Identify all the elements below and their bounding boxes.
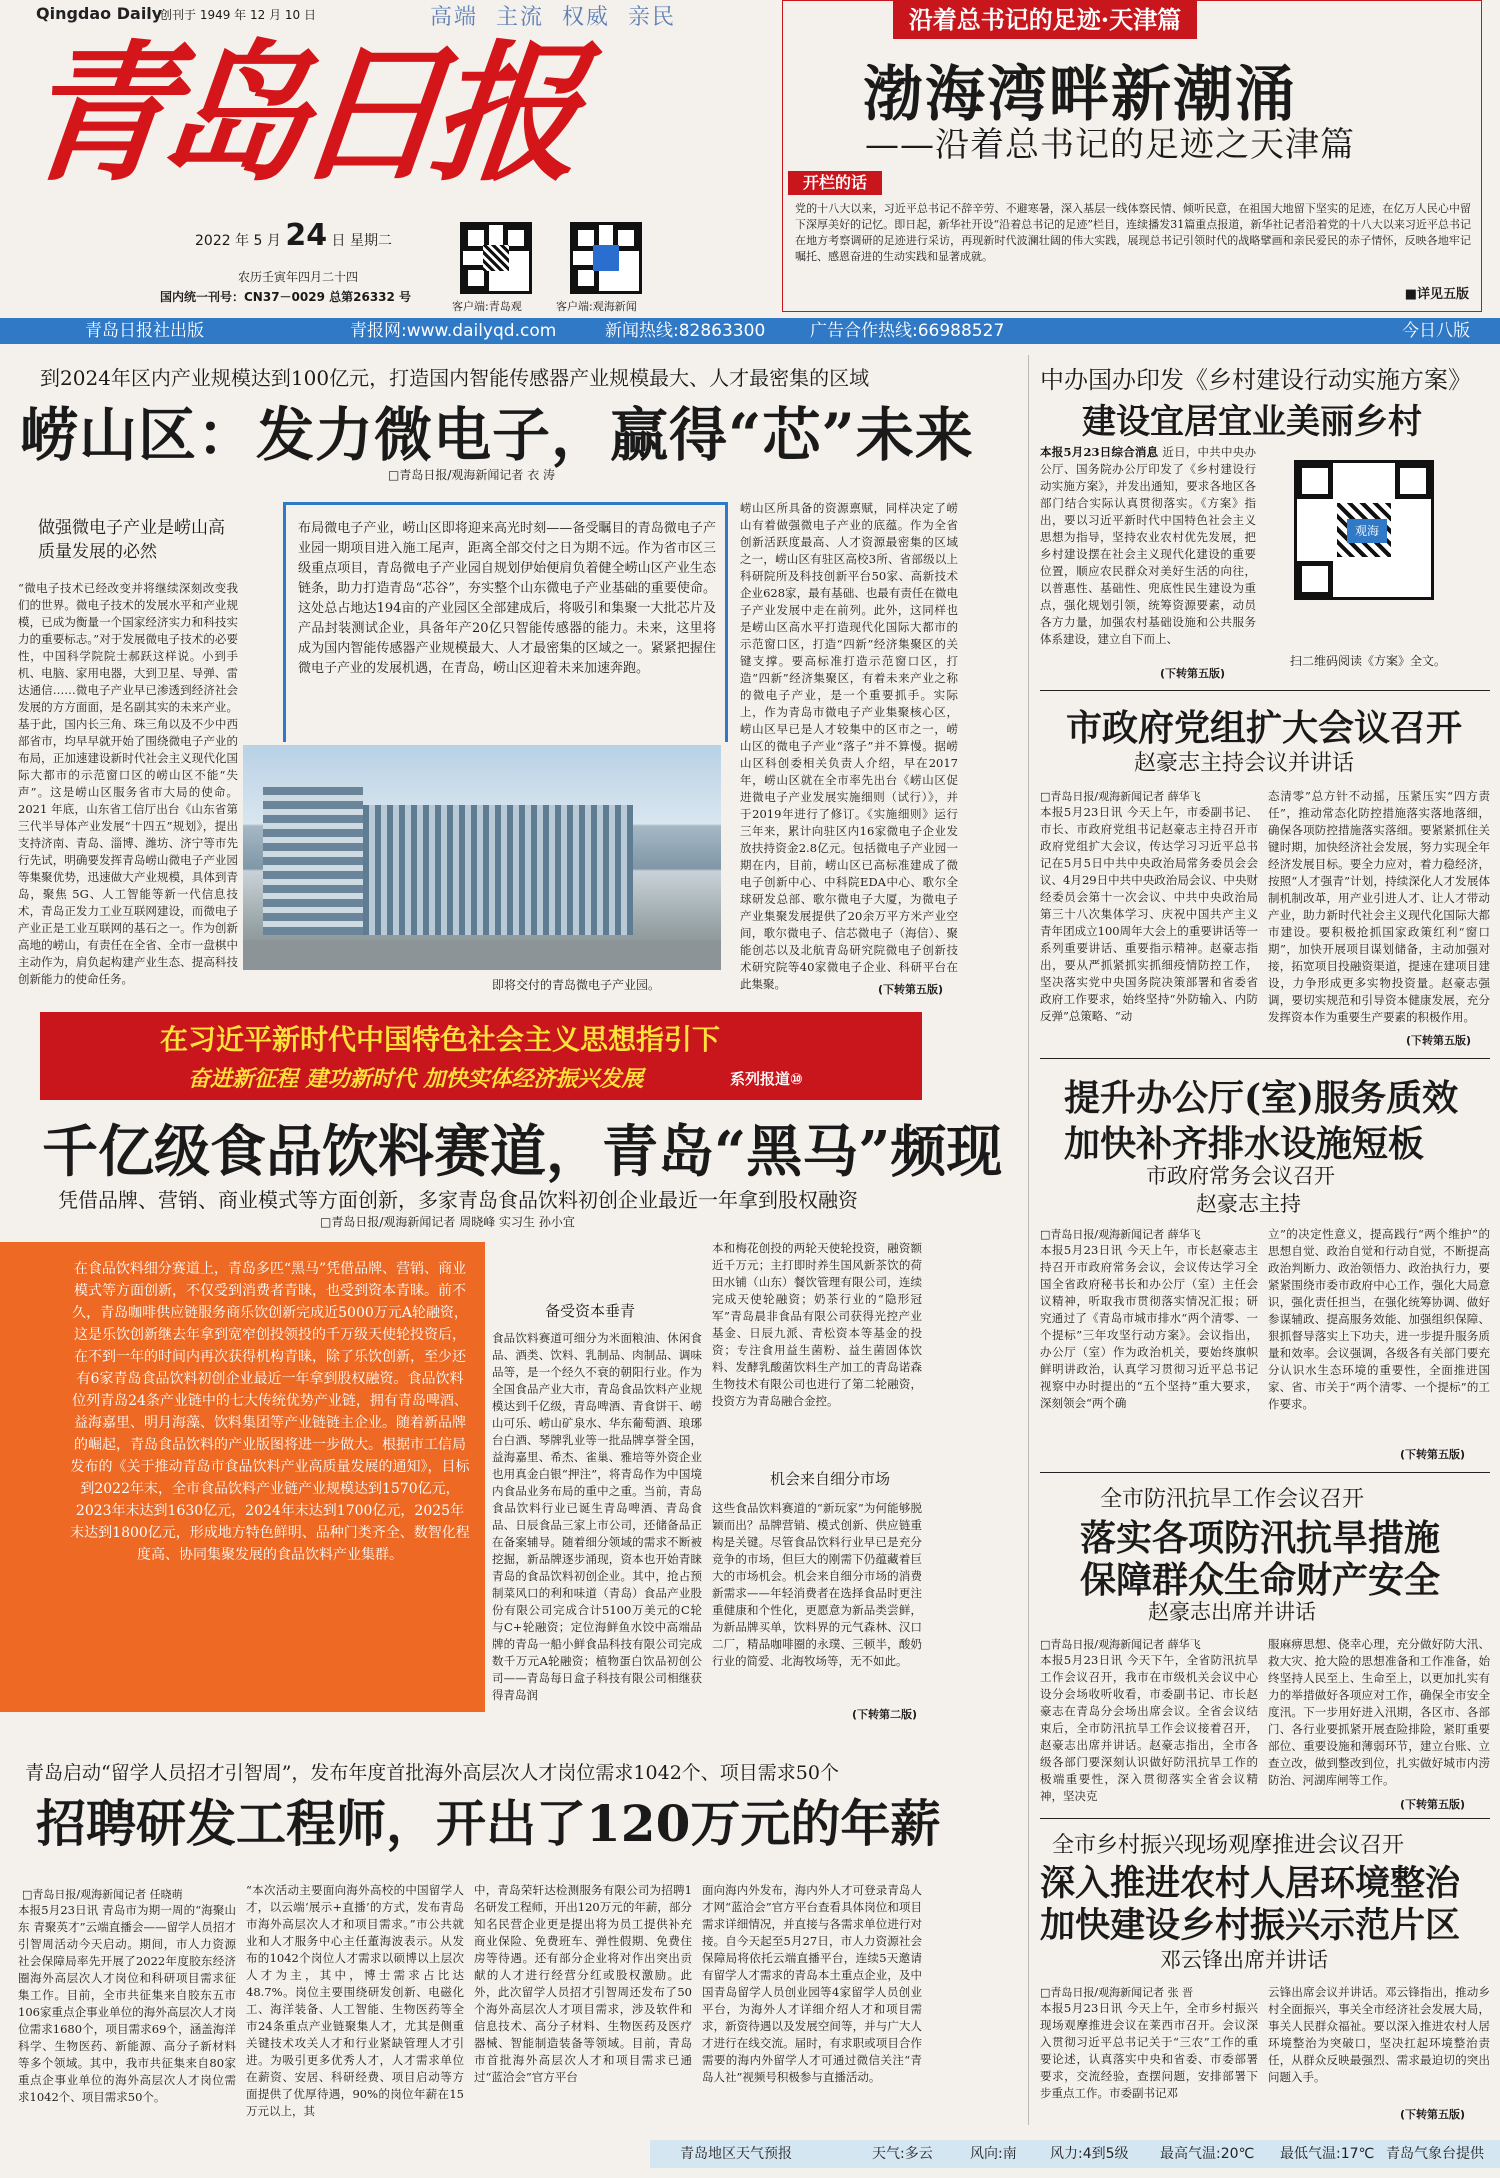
village-headline-1: 深入推进农村人居环境整治 [1040, 1863, 1461, 1904]
rural-source: 本报5月23日综合消息 [1040, 445, 1159, 459]
office-headline-2: 加快补齐排水设施短板 [1064, 1123, 1425, 1165]
office-byline: □青岛日报/观海新闻记者 薛华飞 [1040, 1228, 1201, 1241]
food-box-text: 在食品饮料细分赛道上，青岛多匹“黑马”凭借品牌、营销、商业模式等方面创新，不仅受到消费者青睐，也受到资本青睐。前不久，青岛咖啡供应链服务商乐饮创新完成近5000万元A轮融资，这是乐饮创新继去年拿到宽窄创投领投的千万级天使轮投资后，在不到一年的时间内再次获得机构青睐，除了乐饮创新，至少还有6家青岛食品饮料初创企业最近一年拿到股权融资。食品饮料位列青岛24条产业链中的七大传统优势产业链，拥有青岛啤酒、益海嘉里、明月海藻、饮料集团等产业链链主企业。随着新品牌的崛起，青岛食品饮料的产业版图将进一步做大。根据市工信局发布的《关于推动青岛市食品饮料产业高质量发展的通知》，目标到2022年末，全市食品饮料产业链产业规模达到1570亿元，2023年末达到1630亿元，2024年末达到1700亿元，2025年末达到1800亿元，形成地方特色鲜明、品种门类齐全、数智化程度高、协同集聚发展的食品饮料产业集群。 [70, 1261, 470, 1563]
food-continue[interactable]: (下转第二版) [852, 1708, 918, 1721]
office-continue[interactable]: (下转第五版) [1400, 1448, 1466, 1461]
weather-label: 青岛地区天气预报 [680, 2146, 792, 2162]
rural-headline: 建设宜居宜业美丽乡村 [1082, 402, 1422, 442]
qr-code-news[interactable] [570, 222, 642, 294]
page-count: 今日八版 [1402, 321, 1470, 341]
flood-column-2: 服麻痹思想、侥幸心理，充分做好防大汛、救大灾、抢大险的思想准备和工作准备，始终坚持人民至上、生命至上，以更加扎实有力的举措做好各项应对工作，确保全市安全度汛。下一步用好进入汛期，各区市、各部门、各行业要抓紧开展查险排险，紧盯重要部位、重要设施和薄弱环节，建立台账、立查立改，做到整改到位，扎实做好城市内涝防治、河湖库闸等工作。 [1268, 1637, 1490, 1787]
party-meeting-headline: 市政府党组扩大会议召开 [1066, 707, 1463, 749]
food-headline: 千亿级食品饮料赛道，青岛“黑马”频现 [42, 1119, 1003, 1185]
party-meeting-subhead: 赵豪志主持会议并讲话 [1134, 751, 1355, 776]
lead-column-4: 崂山区所具备的资源禀赋，同样决定了崂山有着做强微电子产业的底蕴。作为全省创新活跃度最高、人才资源最密集的区域之一，崂山区有驻区高校3所、省部级以上科研院所及科技创新平台50家、高新技术企业628家，最有基础、也最有责任在微电子产业发展中走在前列。此外，这同样也是崂山区高水平打造现代化国际大都市的示范窗口区，打造“四新”经济集聚区的关键支撑。要高标准打造示范窗口区，打造“四新”经济集聚区，有着未来产业之称的微电子产业，是一个重要抓手。实际上，作为青岛市微电子产业集聚核心区，崂山区早已是人才较集中的区市之一，崂山区的微电子产业“落子”并不算慢。据崂山区科创委相关负责人介绍，早在2017年，崂山区就在全市率先出台《崂山区促进微电子产业发展实施细则（试行）》，并于2019年进行了修订。《实施细则》运行三年来，累计向驻区内16家微电子企业发放扶持资金2.8亿元。包括微电子产业园一期在内，目前，崂山区已高标准建成了微电子创新中心、中科院EDA中心、歌尔全球研发总部、歌尔微电子大厦，为微电子产业集聚发展提供了20余万平方米产业空间，歌尔微电子、信芯微电子（海信）、聚能创芯以及北航青岛研究院微电子创新技术研究院等40家微电子企业、科研平台在此集聚。 [740, 501, 958, 991]
party-meeting-byline: □青岛日报/观海新闻记者 薛华飞 [1040, 790, 1201, 803]
divider [1040, 1058, 1490, 1059]
office-subhead-2: 赵豪志主持 [1196, 1192, 1301, 1216]
lead-side-head: 做强微电子产业是崂山高质量发展的必然 [38, 518, 225, 562]
lead-highlight-box [283, 502, 728, 742]
village-continue[interactable]: (下转第五版) [1400, 2108, 1466, 2121]
talent-column-4: 面向海内外发布，海内外人才可登录青岛人才网“蓝洽会”官方平台查看具体岗位和项目需求详细情况，并直接与各需求单位进行对接。自今天起至5月27日，市人力资源社会保障局将依托云端直播平台，连续5天邀请有留学人才需求的青岛本土重点企业，及中国青岛留学人员创业园等4家留学人员创业平台，为海外人才详细介绍人才和项目需求，新资待遇以及发展空间等，并与广大人才进行在线交流。届时，有求职或项目合作需要的海内外留学人才可通过微信关注“青岛人社”视频号积极参与直播活动。 [702, 1883, 922, 2084]
food-subtitle-2: 机会来自细分市场 [770, 1470, 891, 1488]
village-headline-2: 加快建设乡村振兴示范片区 [1040, 1905, 1461, 1946]
slogan-word: 高端 [430, 5, 479, 30]
office-column-2: 立”的决定性意义，提高践行“两个维护”的思想自觉、政治自觉和行动自觉，不断提高政治判断力、政治领悟力、政治执行力，要紧紧围绕市委市政府中心工作，强化大局意识，强化责任担当，在强化统筹协调、做好参谋辅政、提高服务效能、加强组织保障、狠抓督导落实上下功夫，进一步提升服务质量和效率。会议强调，各级各有关部门要充分认识水生态环境的重要性，全面推进国家、省、市关于“两个清零、一个提标”的工作要求。 [1268, 1227, 1490, 1411]
flood-kicker: 全市防汛抗旱工作会议召开 [1100, 1487, 1365, 1512]
divider [1040, 1818, 1490, 1819]
lead-byline: □青岛日报/观海新闻记者 衣 涛 [388, 468, 556, 482]
lead-column-1: “微电子技术已经改变并将继续深刻改变我们的世界。微电子技术的发展水平和产业规模，已成为衡量一个国家经济实力和科技实力的重要标志。”对于发展微电子技术的必要性，中国科学院院士郝跃这样说。小到手机、电脑、家用电器，大到卫星、导弹、雷达通信……微电子产业早已渗透到经济社会发展的方方面面，是名副其实的未来产业。基于此，国内长三角、珠三角以及不少中西部省市，均早早就开始了围绕微电子产业的布局，正加速建设新时代社会主义现代化国际大都市的示范窗口区的崂山区不能“失声”。这是崂山区服务省市大局的使命。2021 年底，山东省工信厅出台《山东省第三代半导体产业发展“十四五”规划》，提出支持济南、青岛、淄博、潍坊、济宁等市先行先试，明确要发挥青岛崂山微电子产业园等集聚优势，迅速做大产业规模，具体到青岛，聚焦 5G、人工智能等新一代信息技术，青岛正发力工业互联网建设，而微电子产业正是工业互联网的基石之一。作为创新高地的崂山，有责任在全省、全市一盘棋中主动作为，肩负起构建产业生态、提高科技创新能力的使命任务。 [18, 581, 238, 986]
rural-qr-logo: 观海 [1347, 519, 1387, 543]
rural-kicker: 中办国办印发《乡村建设行动实施方案》 [1040, 366, 1472, 394]
rural-qr-code[interactable] [1294, 460, 1434, 600]
talent-headline: 招聘研发工程师，开出了120万元的年薪 [36, 1794, 941, 1853]
lead-photo-caption: 即将交付的青岛微电子产业园。 [492, 978, 661, 992]
slogan-word: 亲民 [628, 5, 677, 30]
talent-byline: □青岛日报/观海新闻记者 任晓萌 [22, 1888, 183, 1901]
weather-footer [650, 2140, 1500, 2168]
rural-text [1040, 444, 1256, 680]
serial-number: 国内统一刊号：CN37－0029 总第26332 号 [160, 290, 412, 304]
office-column-1: 本报5月23日讯 今天上午，市长赵豪志主持召开市政府常务会议，会议传达学习全国全省政府秘书长和办公厅（室）主任会议精神，听取我市贯彻落实情况汇报；研究通过了《青岛市城市排水“两个清零、一个提标”三年攻坚行动方案》。会议指出，办公厅（室）作为政治机关，要始终旗帜鲜明讲政治，认真学习贯彻习近平总书记视察中办时提出的“五个坚持”重大要求，深刻领会“两个确 [1040, 1243, 1258, 1410]
slogan-word: 主流 [496, 5, 545, 30]
column-tag: 开栏的话 [788, 171, 882, 195]
village-kicker: 全市乡村振兴现场观摩推进会议召开 [1052, 1833, 1405, 1858]
party-banner-slogan: 奋进新征程 建功新时代 加快实体经济振兴发展 [188, 1066, 644, 1092]
slogan-word: 权威 [562, 5, 611, 30]
village-column-2: 云锋出席会议并讲话。邓云锋指出，推动乡村全面振兴，事关全市经济社会发展大局，事关人民群众福祉。要以深入推进农村人居环境整治为突破口，坚决扛起环境整治责任，从群众反映最强烈、需求最迫切的突出问题入手。 [1268, 1985, 1490, 2084]
website-link[interactable]: 青报网:www.dailyqd.com [350, 321, 557, 341]
office-headline-1: 提升办公厅(室)服务质效 [1064, 1077, 1459, 1119]
food-subhead: 凭借品牌、营销、商业模式等方面创新，多家青岛食品饮料初创企业最近一年拿到股权融资 [58, 1188, 858, 1212]
column-divider [1028, 355, 1029, 2125]
wind-direction: 风向:南 [970, 2146, 1017, 2162]
flood-subhead: 赵豪志出席并讲话 [1148, 1600, 1316, 1624]
lead-kicker: 到2024年区内产业规模达到100亿元，打造国内智能传感器产业规模最大、人才最密集的区域 [40, 366, 870, 390]
rural-continue[interactable]: (下转第五版) [1160, 667, 1226, 680]
info-bar [0, 318, 1500, 344]
news-hotline: 新闻热线:82863300 [605, 321, 766, 341]
date-week: 日 星期二 [331, 233, 392, 249]
food-subtitle-1: 备受资本垂青 [545, 1302, 636, 1320]
rural-qr-caption: 扫二维码阅读《方案》全文。 [1290, 654, 1447, 668]
qr-code-app-label: 客户端:青岛观 [452, 300, 522, 313]
ad-hotline: 广告合作热线:66988527 [810, 321, 1005, 341]
weather-condition: 天气:多云 [872, 2146, 933, 2162]
qr-code-news-label: 客户端:观海新闻 [556, 300, 637, 313]
talent-column-2: “本次活动主要面向海外高校的中国留学人才，以云端‘展示+直播’的方式，发布青岛市海外高层次人才和项目需求。”市公共就业和人才服务中心主任董海波表示。从发布的1042个岗位人才需求以硕博以上层次人才为主，其中，博士需求占比达48.7%。岗位主要围绕研发创新、电磁化工、海洋装备、人工智能、生物医药等全市24条重点产业链聚集人才，尤其是侧重关键技术攻关人才和行业紧缺管理人才引进。为吸引更多优秀人才，人才需求单位在薪资、安居、科研经费、项目启动等方面提供了优厚待遇，90%的岗位年薪在15万元以上，其 [246, 1883, 464, 2118]
rural-body: 近日，中共中央办公厅、国务院办公厅印发了《乡村建设行动实施方案》，并发出通知，要求各地区各部门结合实际认真贯彻落实。《方案》指出，要以习近平新时代中国特色社会主义思想为指导，坚持农业农村优先发展，把乡村建设摆在社会主义现代化建设的重要位置，顺应农民群众对美好生活的向往，以普惠性、基础性、兜底性民生建设为重点，强化规划引领，统筹资源要素，动员各方力量，加强农村基础设施和公共服务体系建设，建立自下而上、 [1040, 445, 1257, 646]
flood-headline-1: 落实各项防汛抗旱措施 [1080, 1517, 1441, 1559]
village-column-1: 本报5月23日讯 今天上午，全市乡村振兴现场观摩推进会议在莱西市召开。会议深入贯彻习近平总书记关于“三农”工作的重要论述，认真落实中央和省委、市委部署要求，交流经验，查摆问题，安排部署下步重点工作。市委副书记邓 [1040, 2001, 1258, 2100]
lead-headline: 崂山区：发力微电子，赢得“芯”未来 [20, 401, 974, 469]
newspaper-logo: 青岛日报 [14, 26, 578, 202]
food-highlight-box [0, 1242, 485, 1712]
lead-photo [243, 745, 721, 970]
party-meeting-continue[interactable]: (下转第五版) [1406, 1034, 1472, 1047]
village-subhead: 邓云锋出席并讲话 [1160, 1948, 1328, 1972]
flood-column-1: 本报5月23日讯 今天下午，全省防汛抗旱工作会议召开，我市在市级机关会议中心设分会场收听收看，市委副书记、市长赵豪志在青岛分会场出席会议。全省会议结束后，全市防汛抗旱工作会议接着召开，赵豪志出席并讲话。赵豪志指出，全市各级各部门要深刻认识做好防汛抗旱工作的极端重要性，深入贯彻落实全省会议精神，坚决克 [1040, 1653, 1258, 1803]
divider [1040, 1472, 1490, 1473]
party-meeting-column-2: 态清零”总方针不动摇，压紧压实“四方责任”，推动常态化防控措施落实落地落细，确保各项防控措施落实落细。要紧紧抓住关键时期，加快经济社会发展，努力实现全年经济发展目标。要全力应对，着力稳经济，按照“人才强青”计划，持续深化人才发展体制机制改革，用产业引进人才、让人才带动产业，助力新时代社会主义现代化国际大都市建设。要积极抢抓国家政策红利“窗口期”，加快开展项目谋划储备，主动加强对接，拓宽项目投融资渠道，提速在建项目建设，力争形成更多实物投资量。赵豪志强调，要切实规范和引导资本健康发展，充分发挥资本作为重要生产要素的积极作用。 [1268, 789, 1490, 1024]
temp-high: 最高气温:20℃ [1160, 2146, 1255, 2162]
flood-headline-2: 保障群众生命财产安全 [1080, 1559, 1441, 1601]
qr-code-app[interactable] [460, 222, 532, 294]
date-year: 2022 年 5 月 [195, 233, 281, 249]
talent-kicker: 青岛启动“留学人员招才引智周”，发布年度首批海外高层次人才岗位需求1042个、项目需求50个 [25, 1762, 839, 1784]
wind-power: 风力:4到5级 [1050, 2146, 1129, 2162]
top-right-feature [782, 0, 1482, 312]
party-banner [40, 1012, 922, 1100]
food-column-2: 食品饮料赛道可细分为米面粮油、休闲食品、酒类、饮料、乳制品、肉制品、调味品等，是一个经久不衰的朝阳行业。作为全国食品产业大市，青岛食品饮料产业规模达到千亿级，青岛啤酒、青食饼干、崂山可乐、崂山矿泉水、华东葡萄酒、琅琊台白酒、琴牌乳业等一批品牌享誉全国，益海嘉里、希杰、雀巢、雅培等外资企业也用真金白银“押注”，将青岛作为中国境内食品业务布局的重中之重。当前，青岛食品饮料行业已诞生青岛啤酒、青岛食品、日辰食品三家上市公司，还储备品正在备案辅导。随着细分领域的需求不断被挖掘，新品牌逐步涌现，资本也开始青睐青岛的食品饮料初创企业。其中，抢占预制菜风口的利和味道（青岛）食品产业股份有限公司完成合计5100万美元的C轮与C+轮融资；定位海鲜鱼水饺中高端品牌的青岛一船小鲜食品科技有限公司完成数千万元A轮融资；植物蛋白饮品初创公司——青岛每日盒子科技有限公司相继获得青岛润 [492, 1331, 702, 1702]
series-tag: 沿着总书记的足迹·天津篇 [893, 1, 1197, 39]
masthead [0, 0, 760, 253]
divider [1040, 690, 1490, 691]
talent-column-1: 本报5月23日讯 青岛市为期一周的“海聚山东 青聚英才”云端直播会——留学人员招才引智周活动今天启动。期间，市人力资源社会保障局率先开展了2022年度胶东经济圈海外高层次人才岗位和科研项目需求征集工作。目前，全市共征集来自胶东五市106家重点企事业单位的海外高层次人才岗位需求1680个，项目需求69个，涵盖海洋科学、生物医药、新能源、高分子新材料等多个领域。其中，我市共征集来自80家重点企事业单位的海外高层次人才岗位需求1042个、项目需求50个。 [18, 1903, 236, 2104]
food-column-3b: 这些食品饮料赛道的“新玩家”为何能够脱颖而出？品牌营销、模式创新、供应链重构是关键。尽管食品饮料行业早已是充分竞争的市场，但巨大的刚需下仍蕴藏着巨大的市场机会。机会来自细分市场的消费新需求——年轻消费者在选择食品时更注重健康和个性化，更愿意为新品类尝鲜，为新品牌买单，饮料界的元气森林、汉口二厂，精品咖啡圈的永璞、三顿半，酸奶行业的简爱、北海牧场等，无不如此。 [712, 1501, 922, 1668]
lunar-date: 农历壬寅年四月二十四 [238, 270, 359, 284]
publisher: 青岛日报社出版 [85, 321, 204, 341]
lead-box-text: 布局微电子产业，崂山区即将迎来高光时刻——备受瞩目的青岛微电子产业园一期项目进入施工尾声，距离全部交付之日为期不远。作为省市区三级重点项目，青岛微电子产业园自规划伊始便肩负着健全崂山区产业生态链条，助力打造青岛“芯谷”，夯实整个山东微电子产业基础的重要使命。这处总占地达194亩的产业园区全部建成后，将吸引和集聚一大批芯片及产品封装测试企业，具备年产20亿只智能传感器的能力。未来，这里将成为国内智能传感器产业规模最大、人才最密集的区域之一。紧紧把握住微电子产业的发展机遇，在青岛，崂山区迎着未来加速奔跑。 [298, 521, 716, 676]
party-banner-series: 系列报道⑩ [730, 1070, 803, 1088]
date-day: 24 [285, 218, 328, 253]
temp-low: 最低气温:17℃ [1280, 2146, 1375, 2162]
column-intro: 党的十八大以来，习近平总书记不辞辛劳、不避寒暑，深入基层一线体察民情、倾听民意，在祖国大地留下坚实的足迹，在亿万人民心中留下深厚美好的记忆。即日起，新华社开设“沿着总书记的足迹”栏目，连续播发31篇重点报道，新华社记者沿着党的十八大以来习近平总书记在地方考察调研的足迹进行采访，再现新时代波澜壮阔的伟大实践，展现总书记引领时代的战略擘画和亲民爱民的赤子情怀，反映各地牢记嘱托、感恩奋进的生动实践和显著成就。 [795, 202, 1471, 263]
food-byline: □青岛日报/观海新闻记者 周晓峰 实习生 孙小宜 [320, 1215, 575, 1229]
food-column-3: 本和梅花创投的两轮天使轮投资，融资额近千万元；主打即时养生国风新茶饮的荷田水铺（山东）餐饮管理有限公司，连续完成天使轮融资；奶茶行业的“隐形冠军”青岛晨非食品有限公司获得光控产业基金、日辰九派、青松资本等基金的投资；专注食用益生菌粉、益生菌固体饮料、发酵乳酸菌饮料生产加工的青岛诺森生物技术有限公司也进行了第二轮融资，投资方为青岛融合金控。 [712, 1241, 922, 1408]
see-page-five[interactable]: ■详见五版 [1404, 287, 1469, 302]
party-banner-title: 在习近平新时代中国特色社会主义思想指引下 [160, 1023, 721, 1056]
lead-continue[interactable]: (下转第五版) [878, 983, 944, 996]
office-subhead-1: 市政府常务会议召开 [1146, 1164, 1335, 1188]
issue-date [195, 218, 392, 253]
tianjin-subhead: ——沿着总书记的足迹之天津篇 [865, 125, 1355, 165]
village-byline: □青岛日报/观海新闻记者 张 晋 [1040, 1986, 1194, 1999]
flood-continue[interactable]: (下转第五版) [1400, 1798, 1466, 1811]
tianjin-headline: 渤海湾畔新潮涌 [863, 60, 1297, 130]
masthead-en-name: Qingdao Daily [36, 4, 163, 23]
flood-byline: □青岛日报/观海新闻记者 薛华飞 [1040, 1638, 1201, 1651]
weather-source: 青岛气象台提供 [1386, 2146, 1484, 2162]
masthead-founded: 创刊于 1949 年 12 月 10 日 [160, 8, 316, 22]
party-meeting-column-1: 本报5月23日讯 今天上午，市委副书记、市长、市政府党组书记赵豪志主持召开市政府党组扩大会议，传达学习习近平总书记在5月5日中共中央政治局常务委员会会议、4月29日中共中央政治局会议、中央财经委员会第十一次会议、中共中央政治局第三十八次集体学习、庆祝中国共产主义青年团成立100周年大会上的重要讲话等一系列重要讲话、重要指示精神。赵豪志指出，要从严抓紧抓实抓细疫情防控工作，坚决落实党中央国务院决策部署和省委省政府工作要求，始终坚持“外防输入、内防反弹”总策略、“动 [1040, 805, 1258, 1023]
talent-column-3: 中，青岛荣轩达检测服务有限公司为招聘1名研发工程师，开出120万元的年薪，部分知名民营企业更是提出将为员工提供补充商业保险、免费班车、弹性假期、免费住房等待遇。还有部分企业将对作出突出贡献的人才进行经营分红或股权激励。此外，此次留学人员招才引智周还发布了50个海外高层次人才项目需求，涉及软件和信息技术、高分子材料、生物医药及医疗器械、智能制造装备等领域。目前，青岛市首批海外高层次人才和项目需求已通过“蓝洽会”官方平台 [474, 1883, 692, 2084]
